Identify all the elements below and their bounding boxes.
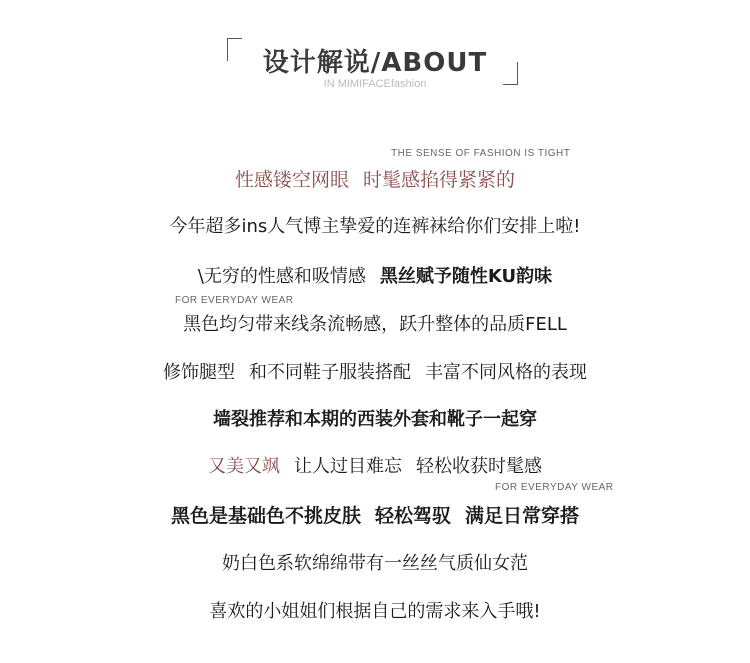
headline-line xyxy=(0,165,750,192)
page-subtitle: IN MIMIFACEfashion xyxy=(323,78,427,90)
headline-part-a: 性感镂空网眼 xyxy=(234,169,349,191)
text-line-5-b: 和不同鞋子服装搭配 xyxy=(249,362,411,383)
text-line-7-a: 又美又飒 xyxy=(208,456,280,477)
page-title: 设计解说/ABOUT xyxy=(262,48,488,78)
text-line-5 xyxy=(0,358,750,384)
text-line-8-b: 轻松驾驭 xyxy=(374,505,451,527)
text-line-7 xyxy=(0,452,750,478)
text-line-7-c: 轻松收获时髦感 xyxy=(416,456,542,477)
text-line-9: 奶白色系软绵绵带有一丝丝气质仙女范 xyxy=(222,553,528,574)
text-line-5-c: 丰富不同风格的表现 xyxy=(425,362,587,383)
text-line-5-a: 修饰腿型 xyxy=(163,362,235,383)
text-line-8-a: 黑色是基础色不挑皮肤 xyxy=(170,505,361,527)
text-line-3-b: 黑丝赋予随性KU韵味 xyxy=(379,266,553,287)
text-line-3-a: \无穷的性感和吸情感 xyxy=(197,266,366,287)
text-line-4: 黑色均匀带来线条流畅感，跃升整体的品质FELL xyxy=(183,314,567,335)
text-line-8-c: 满足日常穿搭 xyxy=(465,505,580,527)
text-line-8 xyxy=(0,501,750,528)
tag-sense-of-fashion: THE SENSE OF FASHION IS TIGHT xyxy=(391,148,571,159)
headline-part-b: 时髦感掐得紧紧的 xyxy=(363,169,516,191)
text-line-10: 喜欢的小姐姐们根据自己的需求来入手哦! xyxy=(209,601,541,622)
text-line-3 xyxy=(0,262,750,288)
text-line-2: 今年超多ins人气博主挚爱的连裤袜给你们安排上啦! xyxy=(169,216,581,237)
text-line-6: 墙裂推荐和本期的西装外套和靴子一起穿 xyxy=(213,409,537,430)
tag-everyday-wear-2: FOR EVERYDAY WEAR xyxy=(495,482,614,493)
tag-everyday-wear-1: FOR EVERYDAY WEAR xyxy=(175,295,294,306)
text-line-7-b: 让人过目难忘 xyxy=(294,456,402,477)
